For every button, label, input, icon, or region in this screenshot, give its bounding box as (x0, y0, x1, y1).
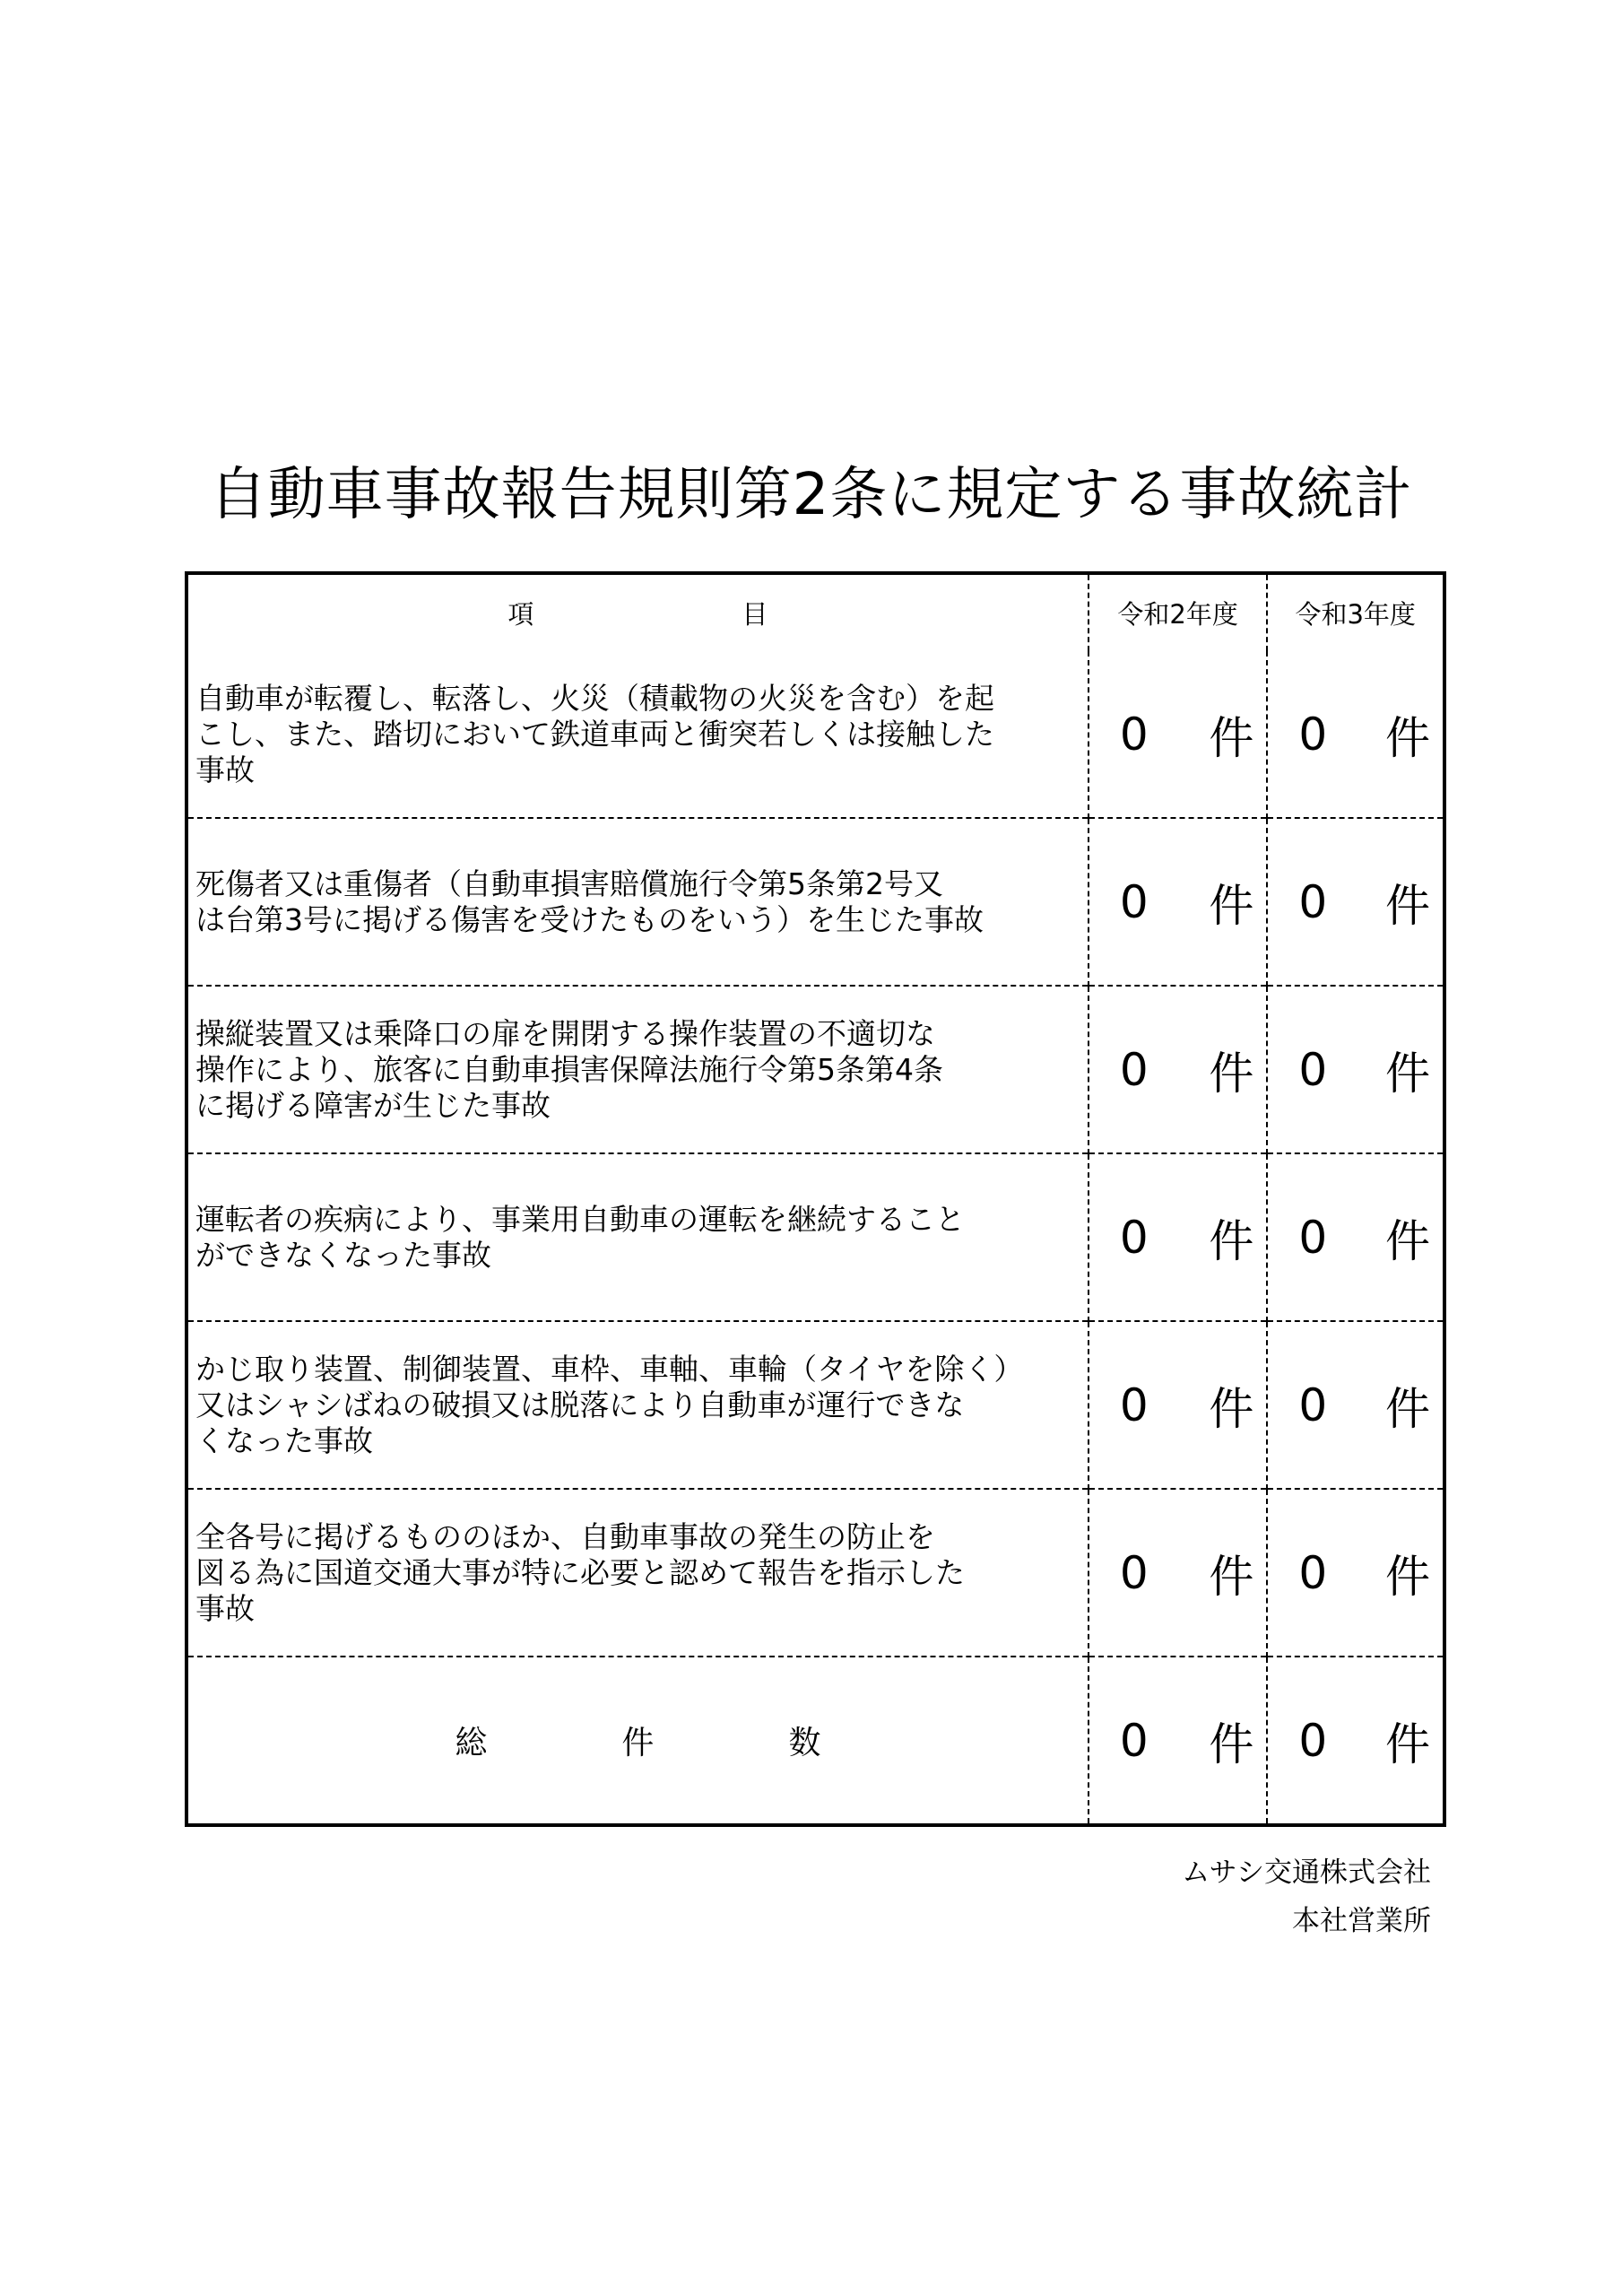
table-row (186, 818, 1444, 986)
accident-category (186, 1321, 1089, 1489)
count-2020 (1089, 986, 1268, 1153)
table-header-row (186, 573, 1444, 651)
category-text-line: 事故 (195, 752, 255, 787)
count-value: 0 (1119, 1043, 1149, 1096)
count-unit: 件 (1209, 1382, 1254, 1435)
accident-category (186, 651, 1089, 818)
total-count-2020 (1089, 1657, 1268, 1825)
accident-category (186, 818, 1089, 986)
category-text-line: 図る為に国道交通大事が特に必要と認めて報告を指示した (195, 1554, 965, 1590)
count-2021 (1267, 986, 1444, 1153)
category-text-line: かじ取り装置、制御装置、車枠、車軸、車輪（タイヤを除く） (195, 1351, 1024, 1387)
page-title: 自動車事故報告規則第2条に規定する事故統計 (209, 462, 1413, 528)
accident-statistics-table (185, 571, 1446, 1827)
count-unit: 件 (1209, 1214, 1254, 1267)
count-2020 (1089, 1321, 1268, 1489)
count-unit: 件 (1385, 1718, 1430, 1770)
table-row (186, 1153, 1444, 1321)
count-2021 (1267, 818, 1444, 986)
count-unit: 件 (1385, 1214, 1430, 1267)
count-unit: 件 (1209, 879, 1254, 932)
count-unit: 件 (1385, 879, 1430, 932)
count-value: 0 (1119, 1714, 1149, 1767)
table-row (186, 986, 1444, 1153)
accident-category (186, 1489, 1089, 1657)
count-value: 0 (1298, 1378, 1328, 1431)
category-text-line: 事故 (195, 1590, 255, 1626)
count-value: 0 (1298, 1714, 1328, 1767)
accident-category (186, 986, 1089, 1153)
total-label-char: 総 (455, 1725, 488, 1761)
count-value: 0 (1119, 708, 1149, 761)
count-value: 0 (1298, 1043, 1328, 1096)
category-text-line: 運転者の疾病により、事業用自動車の運転を継続すること (195, 1201, 965, 1237)
count-2021 (1267, 1153, 1444, 1321)
category-text-line: 又はシャシばねの破損又は脱落により自動車が運行できな (195, 1387, 965, 1422)
category-text-line: は台第3号に掲げる傷害を受けたものをいう）を生じた事故 (195, 901, 984, 937)
count-2021 (1267, 651, 1444, 818)
count-value: 0 (1119, 875, 1149, 928)
count-2021 (1267, 1489, 1444, 1657)
table-row (186, 651, 1444, 818)
category-text-line: くなった事故 (195, 1422, 373, 1458)
category-text-line: に掲げる障害が生じた事故 (195, 1087, 551, 1123)
count-unit: 件 (1209, 1047, 1254, 1100)
count-unit: 件 (1209, 1718, 1254, 1770)
count-2020 (1089, 1153, 1268, 1321)
count-unit: 件 (1385, 1047, 1430, 1100)
header-item-char: 目 (742, 599, 768, 630)
office-name: 本社営業所 (1292, 1905, 1431, 1937)
total-label-char: 数 (788, 1725, 821, 1761)
table-row (186, 1489, 1444, 1657)
count-value: 0 (1298, 708, 1328, 761)
category-text-line: ができなくなった事故 (195, 1237, 491, 1273)
category-text-line: 死傷者又は重傷者（自動車損害賠償施行令第5条第2号又 (195, 865, 943, 901)
count-value: 0 (1119, 1211, 1149, 1264)
total-count-2021 (1267, 1657, 1444, 1825)
count-2021 (1267, 1321, 1444, 1489)
count-value: 0 (1119, 1378, 1149, 1431)
count-value: 0 (1298, 875, 1328, 928)
header-year-2020: 令和2年度 (1089, 573, 1268, 651)
category-text-line: 操作により、旅客に自動車損害保障法施行令第5条第4条 (195, 1051, 943, 1087)
count-value: 0 (1119, 1546, 1149, 1599)
header-item-char: 項 (507, 599, 534, 630)
total-row (186, 1657, 1444, 1825)
category-text-line: 自動車が転覆し、転落し、火災（積載物の火災を含む）を起 (195, 680, 994, 716)
count-unit: 件 (1209, 1550, 1254, 1603)
count-2020 (1089, 1489, 1268, 1657)
count-2020 (1089, 818, 1268, 986)
count-value: 0 (1298, 1211, 1328, 1264)
category-text-line: こし、また、踏切において鉄道車両と衝突若しくは接触した (195, 716, 994, 752)
count-unit: 件 (1385, 711, 1430, 764)
count-unit: 件 (1385, 1550, 1430, 1603)
table-row (186, 1321, 1444, 1489)
count-unit: 件 (1385, 1382, 1430, 1435)
count-value: 0 (1298, 1546, 1328, 1599)
header-item (186, 573, 1089, 651)
company-name: ムサシ交通株式会社 (1182, 1857, 1431, 1889)
total-label-char: 件 (621, 1725, 655, 1761)
header-year-2021: 令和3年度 (1267, 573, 1444, 651)
category-text-line: 全各号に掲げるもののほか、自動車事故の発生の防止を (195, 1518, 935, 1554)
count-unit: 件 (1209, 711, 1254, 764)
count-2020 (1089, 651, 1268, 818)
accident-category (186, 1153, 1089, 1321)
total-label (186, 1657, 1089, 1825)
category-text-line: 操縦装置又は乗降口の扉を開閉する操作装置の不適切な (195, 1015, 935, 1051)
